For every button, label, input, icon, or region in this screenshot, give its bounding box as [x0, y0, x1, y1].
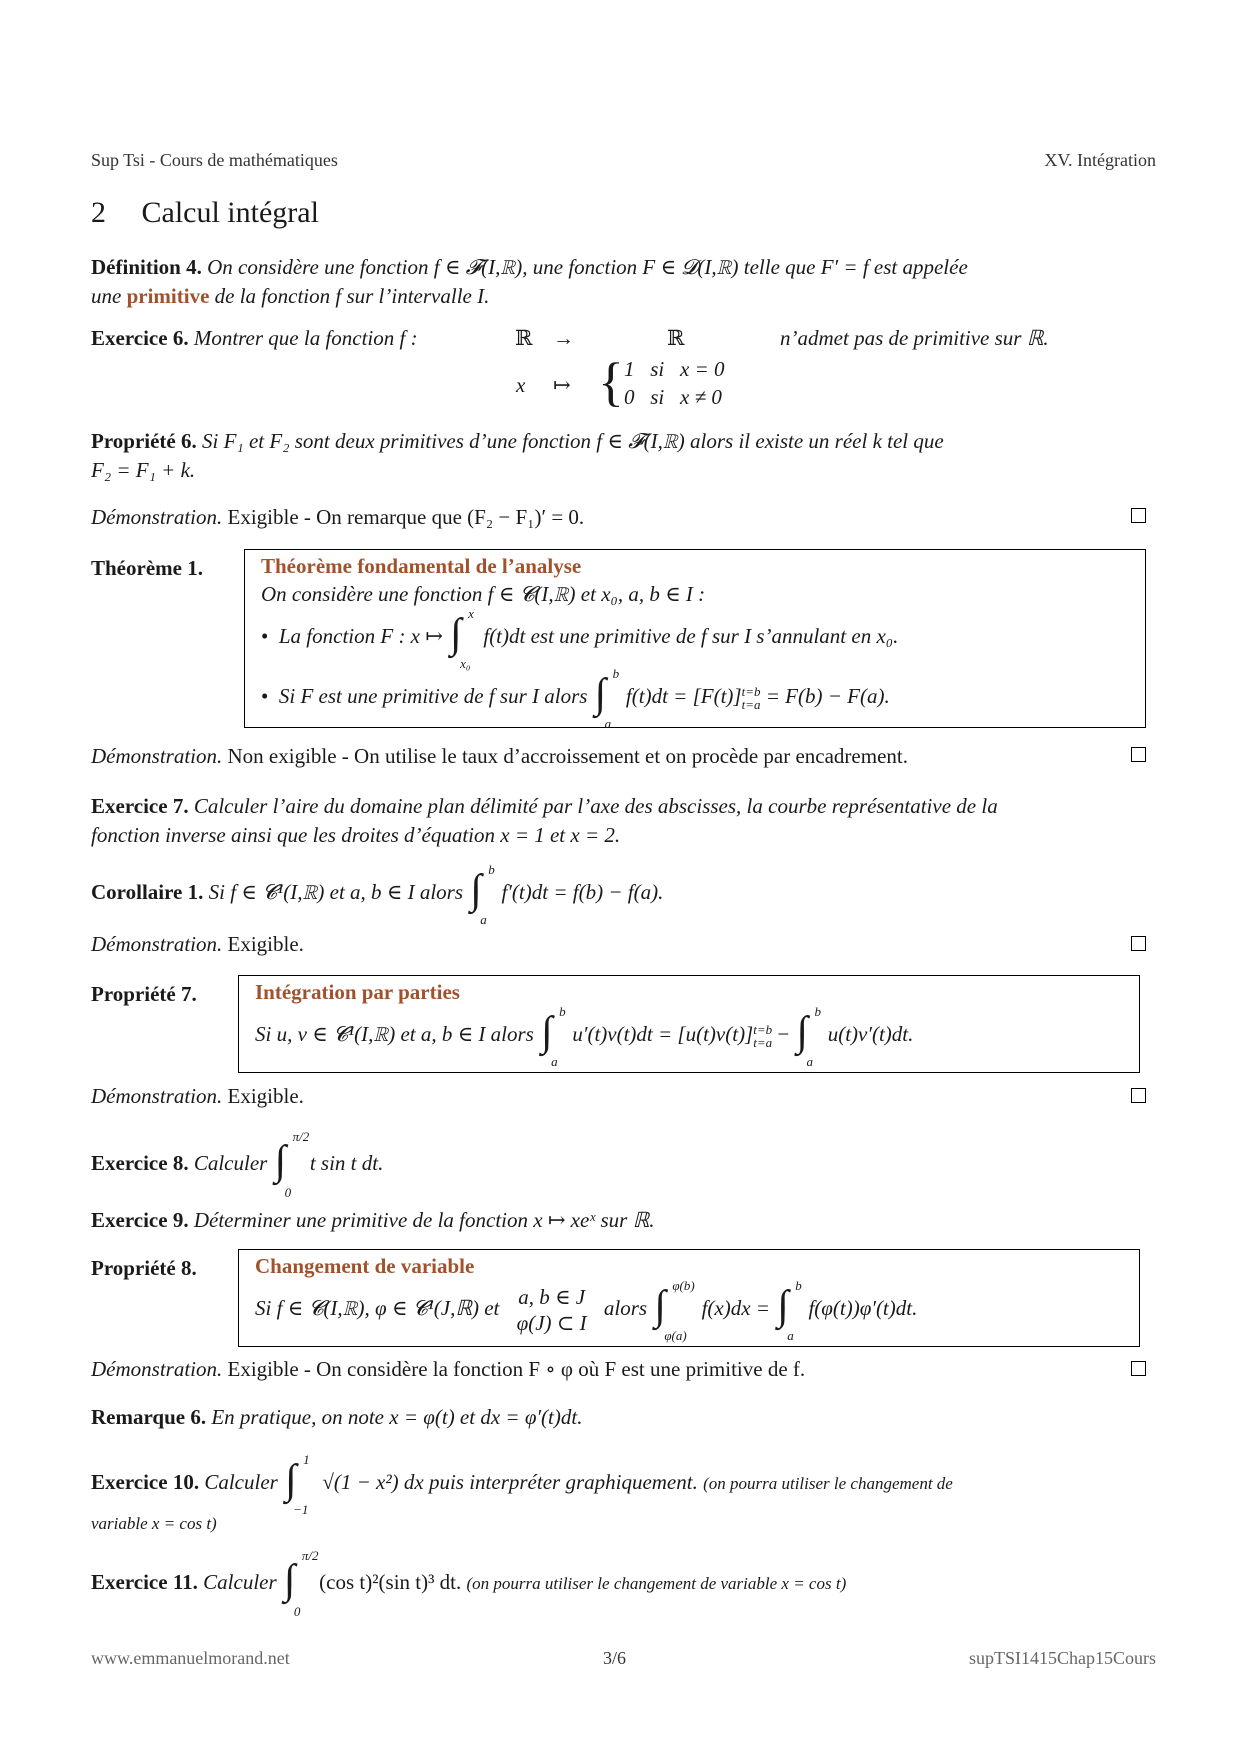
definition-text-c: de la fonction f sur l’intervalle I. — [214, 284, 490, 308]
exercise-label: Exercice 11. — [91, 1569, 198, 1594]
exercise-8 — [91, 1129, 384, 1200]
maps-arrow: → — [553, 326, 574, 350]
remark-label: Remarque 6. — [91, 1405, 207, 1429]
property-title: Intégration par parties — [255, 980, 460, 1004]
property-label: Propriété 6. — [91, 429, 197, 453]
exercise-10 — [91, 1452, 953, 1517]
exercise-10-note-cont: variable x = cos t) — [91, 1514, 217, 1533]
demonstration-text: Exigible. — [227, 1084, 304, 1108]
integral-sign: ∫ b a — [796, 1004, 821, 1069]
corollary-label: Corollaire 1. — [91, 879, 204, 904]
definition-text-a: On considère une fonction f ∈ 𝓕(I,ℝ), une fonction F ∈ 𝓓(I,ℝ) telle que F′ = f est appelée — [207, 255, 968, 279]
remark-text: En pratique, on note x = φ(t) et dx = φ′(t)dt. — [211, 1405, 583, 1429]
footer-website[interactable]: www.emmanuelmorand.net — [91, 1648, 290, 1668]
case-2: 0 si x ≠ 0 — [624, 385, 722, 409]
exercise-text: Déterminer une primitive de la fonction x ↦ xeˣ sur ℝ. — [193, 1208, 655, 1232]
exercise-label: Exercice 6. — [91, 326, 189, 350]
integral-sign: ∫ b a — [541, 1004, 566, 1069]
demonstration-text: Exigible. — [227, 932, 304, 956]
demonstration-label: Démonstration. — [91, 1357, 223, 1381]
definition-keyword: primitive — [126, 284, 210, 308]
exercise-label: Exercice 7. — [91, 794, 189, 818]
bracket-sub: t=a — [753, 1035, 773, 1050]
demonstration-label: Démonstration. — [91, 932, 223, 956]
qed-square-icon — [1131, 747, 1146, 762]
property-formula: Si u, v ∈ 𝓒¹(I,ℝ) et a, b ∈ I alors ∫ b a u′(t)v(t)dt = [u(t)v(t)]t=b t=a − ∫ b a u(t)v′(t)dt. — [255, 1004, 914, 1069]
exercise-text-b: (cos t)²(sin t)³ dt. — [319, 1569, 462, 1594]
demonstration-4 — [91, 1082, 1151, 1111]
exercise-text-b: √(1 − x²) dx puis interpréter graphiquement. — [322, 1469, 698, 1494]
bracket-sup: t=b — [753, 1022, 773, 1037]
exercise-note-a: (on pourra utiliser le changement de — [703, 1473, 953, 1493]
section-number: 2 — [91, 196, 106, 229]
exercise-9 — [91, 1206, 1151, 1235]
exercise-label: Exercice 8. — [91, 1150, 189, 1175]
demonstration-label: Démonstration. — [91, 505, 223, 529]
property-text-b: F₂ = F₁ + k. — [91, 458, 196, 482]
left-brace: { — [598, 352, 624, 412]
condition-stack — [517, 1284, 587, 1336]
section-heading: Calcul intégral — [141, 196, 319, 229]
function-domain: ℝ — [515, 326, 533, 350]
exercise-text-b: fonction inverse ainsi que les droites d’équation x = 1 et x = 2. — [91, 823, 621, 847]
running-header-right: XV. Intégration — [1044, 150, 1156, 170]
property-8-box — [238, 1249, 1140, 1347]
property-8-label: Propriété 8. — [91, 1256, 197, 1280]
property-title: Changement de variable — [255, 1254, 475, 1278]
definition-text-b: une — [91, 284, 122, 308]
mapsto-arrow: ↦ — [553, 373, 571, 397]
exercise-text-b: t sin t dt. — [309, 1150, 384, 1175]
integral-sign: ∫ 1 −1 — [285, 1452, 310, 1517]
qed-square-icon — [1131, 508, 1146, 523]
theorem-bullet-2: • Si F est une primitive de f sur I alors ∫ b a f(t)dt = [F(t)]t=b t=a = F(b) − F(a). — [261, 666, 890, 731]
exercise-text-a: Calculer l’aire du domaine plan délimité par l’axe des abscisses, la courbe représentative de la — [193, 794, 998, 818]
theorem-title: Théorème fondamental de l’analyse — [261, 554, 582, 578]
theorem-intro: On considère une fonction f ∈ 𝓒(I,ℝ) et x₀, a, b ∈ I : — [261, 582, 706, 606]
property-7-label: Propriété 7. — [91, 982, 197, 1006]
demonstration-text: Exigible - On remarque que (F₂ − F₁)′ = 0. — [227, 505, 585, 529]
integral-sign: ∫ x x₀ — [450, 606, 474, 671]
property-6 — [91, 427, 1151, 485]
theorem-1-label: Théorème 1. — [91, 556, 203, 580]
property-formula: Si f ∈ 𝓒(I,ℝ), φ ∈ 𝓒¹(J,ℝ) et a, b ∈ J φ(J) ⊂ I alors ∫ φ(b) φ(a) f(x)dx = ∫ b a f(φ(t))φ′(t)dt. — [255, 1278, 918, 1343]
bracket-sub: t=a — [741, 697, 761, 712]
case-1: 1 si x = 0 — [624, 357, 725, 381]
property-7-box — [238, 975, 1140, 1073]
piecewise-cases — [624, 355, 725, 411]
function-variable: x — [516, 373, 526, 397]
demonstration-text: Exigible - On considère la fonction F ∘ φ où F est une primitive de f. — [227, 1357, 806, 1381]
property-text-a: Si F₁ et F₂ sont deux primitives d’une fonction f ∈ 𝓕(I,ℝ) alors il existe un réel k tel que — [202, 429, 944, 453]
corollary-text-a: Si f ∈ 𝓒¹(I,ℝ) et a, b ∈ I alors — [208, 879, 463, 904]
qed-square-icon — [1131, 1361, 1146, 1376]
footer-file-name: supTSI1415Chap15Cours — [968, 1648, 1156, 1668]
integral-sign: ∫ π/2 0 — [274, 1129, 310, 1200]
running-header-left: Sup Tsi - Cours de mathématiques — [91, 150, 338, 170]
qed-square-icon — [1131, 936, 1146, 951]
demonstration-2 — [91, 742, 1151, 771]
exercise-7 — [91, 792, 1151, 850]
exercise-text: Montrer que la fonction f : — [193, 326, 418, 350]
section-title — [91, 196, 319, 230]
integral-sign: ∫ π/2 0 — [283, 1548, 319, 1619]
integral-sign: ∫ b a — [777, 1278, 802, 1343]
demonstration-text: Non exigible - On utilise le taux d’accroissement et on procède par encadrement. — [227, 744, 908, 768]
exercise-label: Exercice 10. — [91, 1469, 200, 1494]
footer-page-number: 3/6 — [603, 1648, 627, 1668]
exercise-text-a: Calculer — [204, 1469, 278, 1494]
corollary-text-b: f′(t)dt = f(b) − f(a). — [501, 879, 664, 904]
definition-label: Définition 4. — [91, 255, 202, 279]
condition-2: φ(J) ⊂ I — [516, 1311, 587, 1335]
demonstration-5 — [91, 1355, 1151, 1384]
exercise-note: (on pourra utiliser le changement de variable x = cos t) — [466, 1573, 847, 1593]
exercise-text-a: Calculer — [203, 1569, 277, 1594]
corollary-1 — [91, 862, 664, 927]
integral-sign: ∫ φ(b) φ(a) — [654, 1278, 695, 1343]
remark-6 — [91, 1403, 1151, 1432]
exercise-11 — [91, 1548, 847, 1619]
function-codomain: ℝ — [667, 326, 685, 350]
integral-sign: ∫ b a — [470, 862, 495, 927]
qed-square-icon — [1131, 1088, 1146, 1103]
integral-sign: ∫ b a — [594, 666, 620, 731]
demonstration-3 — [91, 930, 1151, 959]
demonstration-label: Démonstration. — [91, 1084, 223, 1108]
demonstration-label: Démonstration. — [91, 744, 223, 768]
exercise-text-end: n’admet pas de primitive sur ℝ. — [780, 326, 1049, 350]
exercise-label: Exercice 9. — [91, 1208, 189, 1232]
condition-1: a, b ∈ J — [518, 1285, 586, 1309]
exercise-6 — [91, 326, 418, 351]
definition-4 — [91, 253, 1151, 311]
theorem-bullet-1: • La fonction F : x ↦ ∫ x x₀ f(t)dt est une primitive de f sur I s’annulant en x₀. — [261, 606, 899, 671]
exercise-text-a: Calculer — [193, 1150, 268, 1175]
bracket-sup: t=b — [741, 684, 761, 699]
demonstration-1 — [91, 503, 1151, 532]
theorem-box — [244, 549, 1146, 731]
